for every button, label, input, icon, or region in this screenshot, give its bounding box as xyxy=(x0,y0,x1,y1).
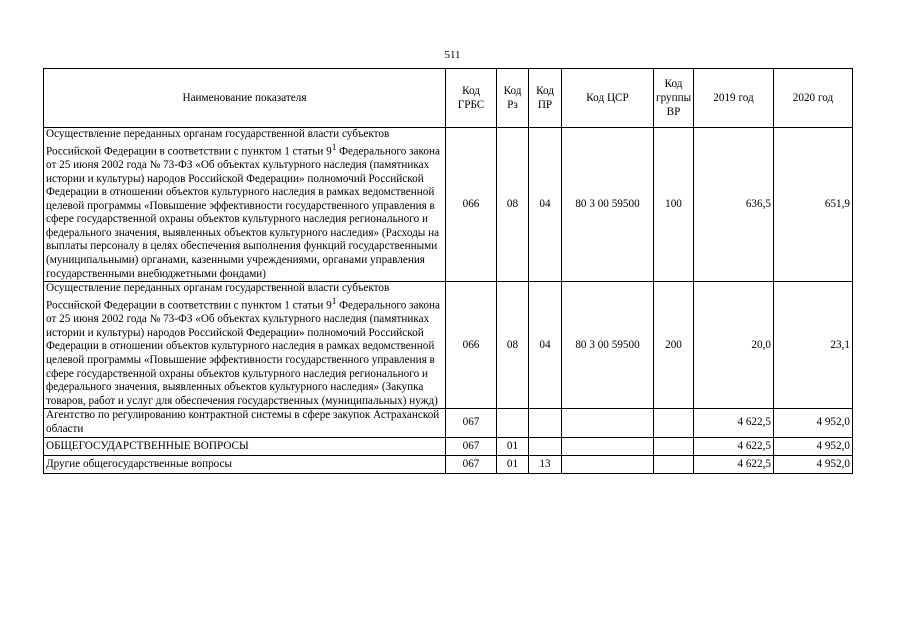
cell-2020: 4 952,0 xyxy=(774,437,853,455)
page-number: 511 xyxy=(444,49,461,61)
cell-pr xyxy=(529,437,562,455)
header-name: Наименование показателя xyxy=(44,69,446,128)
cell-rz: 01 xyxy=(497,455,529,473)
cell-csr: 80 3 00 59500 xyxy=(562,128,654,282)
table-row xyxy=(44,128,853,282)
cell-csr xyxy=(562,409,654,437)
budget-table xyxy=(43,68,853,474)
header-csr: Код ЦСР xyxy=(562,69,654,128)
cell-2020: 4 952,0 xyxy=(774,455,853,473)
cell-grbs: 067 xyxy=(446,409,497,437)
cell-2020: 4 952,0 xyxy=(774,409,853,437)
cell-grbs: 067 xyxy=(446,437,497,455)
row-name: ОБЩЕГОСУДАРСТВЕННЫЕ ВОПРОСЫ xyxy=(44,437,446,455)
row-name: Осуществление переданных органам государственной власти субъектов Российской Федерации в соответствии с пунктом 1 статьи $9^1$ Федерального закона от 25 июня 2002 года № 73-ФЗ «Об объектах культурного наследия (памятниках истории и культуры) народов Российской Федерации» полномочий Российской Федерации в отношении объектов культурного наследия в рамках ведомственной целевой программы «Повышение эффективности государственного управления в сфере государственной охраны объектов культурного наследия регионального и федерального значения, выявленных объектов культурного наследия» (Закупка товаров, работ и услуг для обеспечения государственных (муниципальных) нужд) xyxy=(44,282,446,409)
cell-vr: 200 xyxy=(654,282,694,409)
cell-2019: 636,5 xyxy=(694,128,774,282)
cell-pr xyxy=(529,409,562,437)
row-name: Осуществление переданных органам государственной власти субъектов Российской Федерации в соответствии с пунктом 1 статьи $9^1$ Федерального закона от 25 июня 2002 года № 73-ФЗ «Об объектах культурного наследия (памятниках истории и культуры) народов Российской Федерации» полномочий Российской Федерации в отношении объектов культурного наследия в рамках ведомственной целевой программы «Повышение эффективности государственного управления в сфере государственной охраны объектов культурного наследия регионального и федерального значения, выявленных объектов культурного наследия» (Расходы на выплаты персоналу в целях обеспечения выполнения функций государственными (муниципальными) органами, казенными учреждениями, органами управления государственными внебюджетными фондами) xyxy=(44,128,446,282)
cell-2019: 4 622,5 xyxy=(694,455,774,473)
cell-grbs: 067 xyxy=(446,455,497,473)
row-name: Агентство по регулированию контрактной системы в сфере закупок Астраханской области xyxy=(44,409,446,437)
cell-rz: 08 xyxy=(497,282,529,409)
header-pr: Код ПР xyxy=(529,69,562,128)
cell-2019: 4 622,5 xyxy=(694,437,774,455)
cell-2019: 20,0 xyxy=(694,282,774,409)
cell-csr: 80 3 00 59500 xyxy=(562,282,654,409)
cell-rz xyxy=(497,409,529,437)
cell-rz: 01 xyxy=(497,437,529,455)
cell-grbs: 066 xyxy=(446,128,497,282)
cell-2019: 4 622,5 xyxy=(694,409,774,437)
table-header-row xyxy=(44,69,853,128)
header-vr: Код группы ВР xyxy=(654,69,694,128)
table-row xyxy=(44,455,853,473)
cell-pr: 13 xyxy=(529,455,562,473)
table-row xyxy=(44,437,853,455)
cell-pr: 04 xyxy=(529,282,562,409)
row-name: Другие общегосударственные вопросы xyxy=(44,455,446,473)
cell-pr: 04 xyxy=(529,128,562,282)
cell-csr xyxy=(562,437,654,455)
cell-grbs: 066 xyxy=(446,282,497,409)
cell-vr xyxy=(654,409,694,437)
table-row xyxy=(44,282,853,409)
table-row xyxy=(44,409,853,437)
header-2019: 2019 год xyxy=(694,69,774,128)
header-2020: 2020 год xyxy=(774,69,853,128)
cell-2020: 23,1 xyxy=(774,282,853,409)
cell-vr: 100 xyxy=(654,128,694,282)
cell-csr xyxy=(562,455,654,473)
cell-vr xyxy=(654,455,694,473)
cell-2020: 651,9 xyxy=(774,128,853,282)
header-grbs: Код ГРБС xyxy=(446,69,497,128)
cell-rz: 08 xyxy=(497,128,529,282)
header-rz: Код Рз xyxy=(497,69,529,128)
cell-vr xyxy=(654,437,694,455)
